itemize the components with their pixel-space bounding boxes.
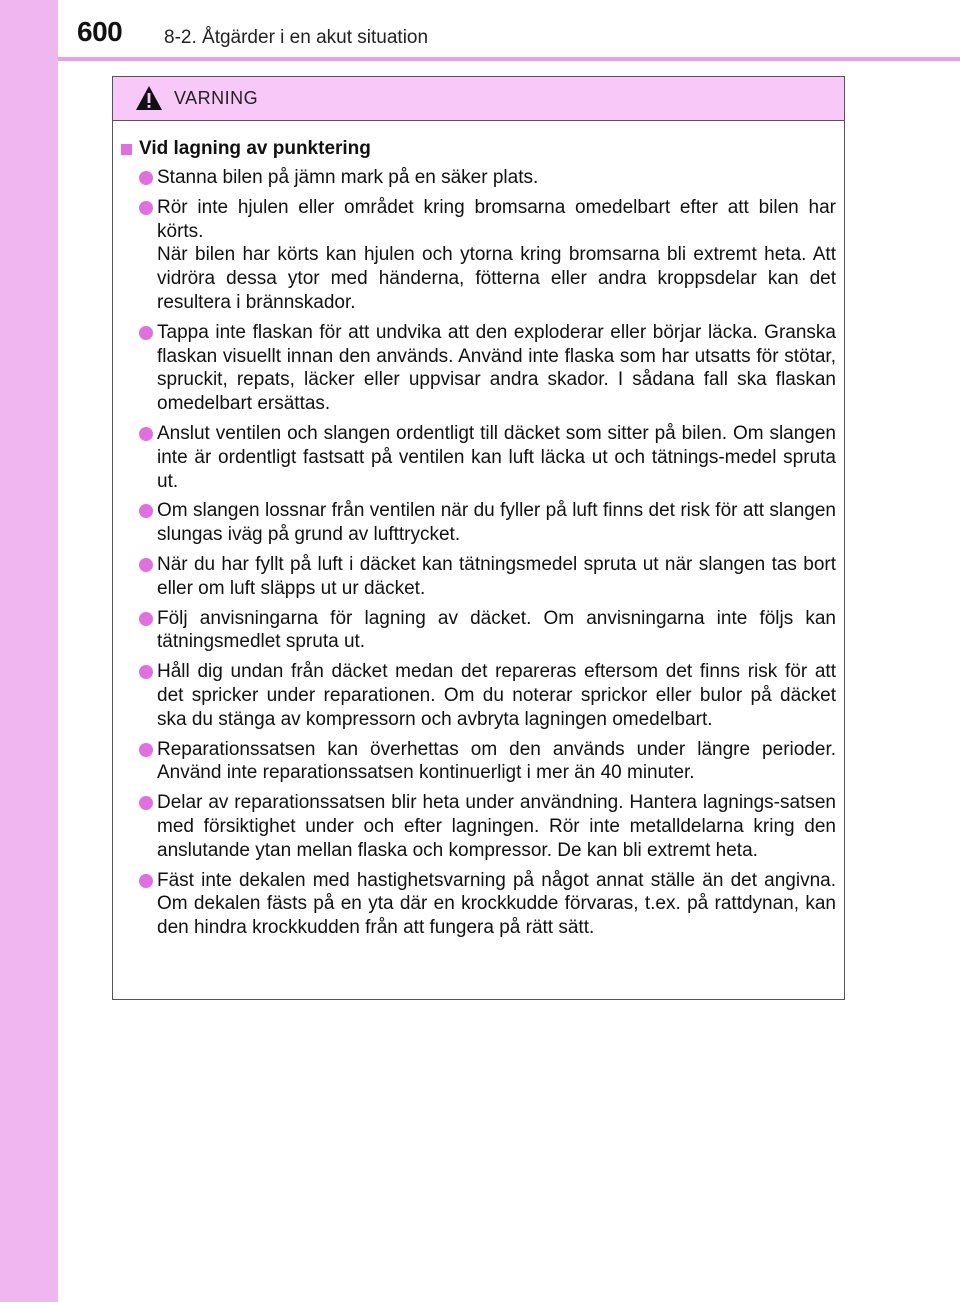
header-divider <box>58 57 960 61</box>
subheading-text: Vid lagning av punktering <box>139 138 371 159</box>
bullet-icon <box>139 612 153 626</box>
bullet-icon <box>139 326 153 340</box>
bullet-icon <box>139 171 153 185</box>
item-text: Om slangen lossnar från ventilen när du fyller på luft finns det risk för att slangen slungas iväg på grund av lufttrycket. <box>157 500 836 546</box>
item-text: Håll dig undan från däcket medan det repareras eftersom det finns risk för att det spricker under reparationen. Om du noterar sprickor eller bulor på däcket ska du stänga av kompressorn och avbryta lagningen omedelbart. <box>157 661 836 730</box>
warning-box <box>112 76 845 1000</box>
item-text: Följ anvisningarna för lagning av däcket. Om anvisningarna inte följs kan tätningsmedlet spruta ut. <box>157 607 836 653</box>
bullet-icon <box>139 796 153 810</box>
bullet-icon <box>139 743 153 757</box>
bullet-icon <box>139 665 153 679</box>
warning-body <box>113 121 844 940</box>
bullet-icon <box>139 427 153 441</box>
list-item <box>121 791 836 862</box>
item-text: Delar av reparationssatsen blir heta under användning. Hantera lagnings-satsen med försiktighet under och efter lagningen. Rör inte metalldelarna kring den anslutande ytan mellan flaska och kompressor. De kan bli extremt heta. <box>157 792 836 861</box>
list-item <box>121 499 836 547</box>
item-text: Rör inte hjulen eller området kring bromsarna omedelbart efter att bilen har körts. <box>157 196 836 242</box>
warning-header <box>113 77 844 121</box>
item-text: Anslut ventilen och slangen ordentligt till däcket som sitter på bilen. Om slangen inte är ordentligt fastsatt på ventilen kan luft läcka ut och tätnings-medel spruta ut. <box>157 422 836 492</box>
warning-triangle-icon <box>135 85 163 111</box>
item-text: När bilen har körts kan hjulen och ytorna kring bromsarna bli extremt heta. Att vidröra dessa ytor med händerna, fötterna eller andra kroppsdelar kan det resultera i brännskador. <box>157 244 836 313</box>
item-text: Tappa inte flaskan för att undvika att den exploderar eller börjar läcka. Granska flaskan visuellt innan den används. Använd inte flaska som har utsatts för stötar, spruckit, repats, läcker eller uppvisar andra skador. I sådana fall ska flaskan omedelbart ersättas. <box>157 321 836 415</box>
warning-label: VARNING <box>174 88 259 108</box>
list-item <box>121 607 836 655</box>
bullet-icon <box>139 504 153 518</box>
bullet-icon <box>139 201 153 215</box>
list-item <box>121 422 836 493</box>
square-bullet-icon <box>121 144 132 155</box>
list-item <box>121 738 836 786</box>
side-color-band <box>0 0 58 1302</box>
list-item <box>121 869 836 940</box>
bullet-icon <box>139 874 153 888</box>
page-number: 600 <box>77 16 123 47</box>
list-item <box>121 196 836 315</box>
list-item <box>121 166 836 190</box>
item-text: Reparationssatsen kan överhettas om den används under längre perioder. Använd inte reparationssatsen kontinuerligt i mer än 40 minuter. <box>157 738 836 784</box>
bullet-icon <box>139 558 153 572</box>
list-item <box>121 660 836 731</box>
list-item <box>121 553 836 601</box>
section-title: 8-2. Åtgärder i en akut situation <box>164 27 429 48</box>
item-text: Fäst inte dekalen med hastighetsvarning på något annat ställe än det angivna. Om dekalen fästs på en yta där en krockkudde förvaras, t.ex. på rattdynan, kan den hindra krockkudden från att fungera på rätt sätt. <box>157 869 836 939</box>
list-item <box>121 321 836 416</box>
item-text: Stanna bilen på jämn mark på en säker plats. <box>157 167 539 188</box>
warning-subheading <box>121 136 836 162</box>
item-text: När du har fyllt på luft i däcket kan tätningsmedel spruta ut när slangen tas bort eller om luft släpps ut ur däcket. <box>157 553 836 599</box>
